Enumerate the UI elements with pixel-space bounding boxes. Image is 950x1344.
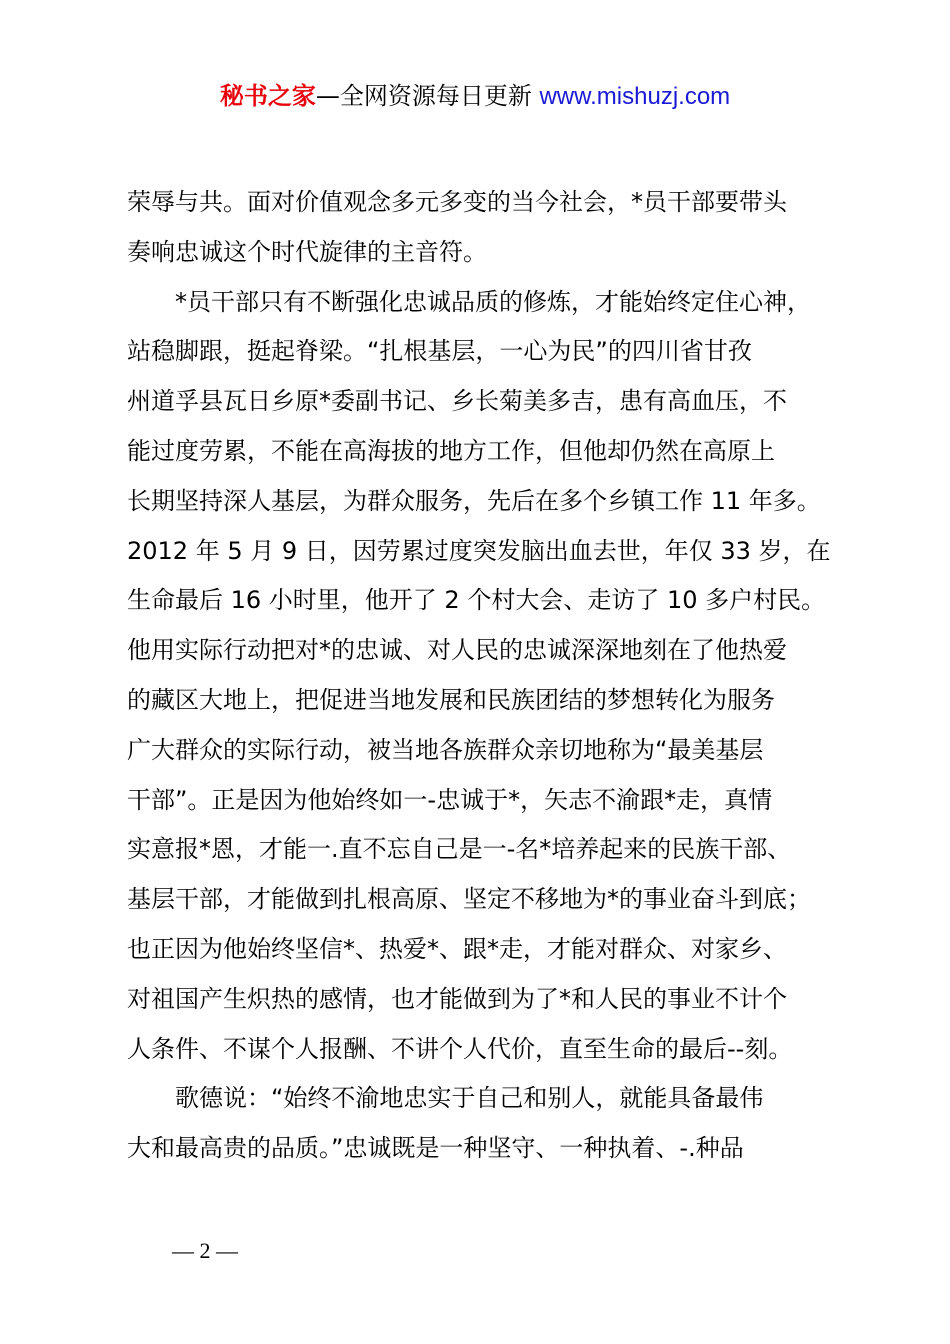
body-line: 长期坚持深人基层，为群众服务，先后在多个乡镇工作 11 年多。 [127, 486, 821, 515]
body-line: 荣辱与共。面对价值观念多元多变的当今社会，*员干部要带头 [127, 188, 787, 216]
document-header [0, 80, 950, 113]
body-line: 干部”。正是因为他始终如一-忠诚于*，矢志不渝跟*走，真情 [127, 785, 773, 814]
body-line: 也正因为他始终坚信*、热爱*、跟*走，才能对群众、对家乡、 [127, 934, 787, 963]
body-line: 能过度劳累，不能在高海拔的地方工作，但他却仍然在高原上 [127, 436, 775, 465]
header-slogan: —全网资源每日更新 [315, 82, 540, 110]
body-line: 人条件、不谋个人报酬、不讲个人代价，直至生命的最后--刻。 [127, 1034, 793, 1063]
document-body [127, 178, 847, 1174]
body-line: 对祖国产生炽热的感情，也才能做到为了*和人民的事业不计个 [127, 984, 787, 1013]
body-line: 州道孚县瓦日乡原*委副书记、乡长菊美多吉，患有高血压，不 [127, 387, 787, 416]
body-line: 大和最高贵的品质。”忠诚既是一种坚守、一种执着、-.种品 [127, 1134, 744, 1163]
body-line: 生命最后 16 小时里，他开了 2 个村大会、走访了 10 多户村民。 [127, 586, 826, 615]
body-line: 他用实际行动把对*的忠诚、对人民的忠诚深深地刻在了他热爱 [127, 636, 787, 665]
body-line: 站稳脚跟，挺起脊梁。“扎根基层，一心为民”的四川省甘孜 [127, 337, 752, 366]
site-url-link[interactable]: www.mishuzj.com [539, 83, 731, 110]
body-line: 2012 年 5 月 9 日，因劳累过度突发脑出血去世，年仅 33 岁，在 [127, 536, 831, 565]
body-line: 基层干部，才能做到扎根高原、坚定不移地为*的事业奋斗到底； [127, 885, 811, 914]
body-line-paragraph-start: 歌德说：“始终不渝地忠实于自己和别人，就能具备最伟 [175, 1084, 764, 1113]
brand-name: 秘书之家 [219, 82, 316, 110]
body-line: 的藏区大地上，把促进当地发展和民族团结的梦想转化为服务 [127, 685, 775, 714]
body-line: 奏响忠诚这个时代旋律的主音符。 [127, 237, 487, 266]
body-line: 广大群众的实际行动，被当地各族群众亲切地称为“最美基层 [127, 735, 764, 764]
body-line-paragraph-start: *员干部只有不断强化忠诚品质的修炼，才能始终定住心神， [175, 287, 811, 316]
page-number: — 2 — [172, 1238, 238, 1263]
body-line: 实意报*恩，才能一.直不忘自己是一-名*培养起来的民族干部、 [127, 835, 792, 864]
